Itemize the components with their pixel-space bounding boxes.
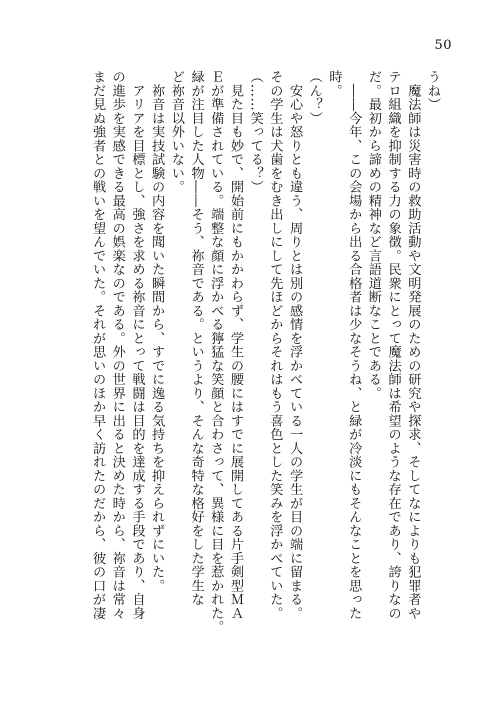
text-line: その学生は犬歯をむき出しにして先ほどからそれはもう喜色とした笑みを浮かべていた。 [267,70,283,620]
text-line: 魔法師は災害時の救助活動や文明発展のための研究や探求、そしてなによりも犯罪者や [405,70,421,620]
text-line: 見た目も妙で、開始前にもかかわらず、学生の腰にはすでに展開してある片手剣型ＭＡ [227,70,243,620]
text-line: Ｅが準備されている。端整な顔に浮かべる獰猛な笑顔と合わさって、異様に目を惹かれた。 [208,70,224,634]
text-line: うね） [425,70,440,112]
text-line: 安心や怒りとも違う、周りとは別の感情を浮かべている一人の学生が目の端に留まる。 [287,70,303,620]
text-line: （ん？） [306,70,322,125]
text-line: 時。 [326,70,342,98]
text-line: ど祢音以外いない。 [168,70,184,194]
text-line: （……笑ってる？） [247,70,263,194]
text-line: の進歩を実感できる最高の娯楽なのである。外の世界に出ると決めた時から、祢音は常々 [109,70,125,620]
text-line: 祢音は実技試験の内容を聞いた瞬間から、すでに逸る気持ちを抑えられずにいた。 [149,70,165,593]
text-line: だ。最初から諦めの精神など言語道断なことである。 [365,70,381,400]
text-line: ――今年、この会場から出る合格者は少なそうね、と緑が冷淡にもそんなことを思った [346,70,362,620]
novel-text-body [87,70,442,670]
text-line: アリアを目標とし、強さを求める祢音にとって戦闘は目的を達成する手段であり、自身 [129,70,145,620]
text-line: テロ組織を抑制する力の象徴。民衆にとって魔法師は希望のような存在であり、誇りなの [385,70,401,620]
page-number: 50 [434,38,452,53]
text-line: まだ見ぬ強者との戦いを望んでいた。それが思いのほか早く訪れたのだから、彼の口が凄 [90,70,106,620]
text-line: 緑が注目した人物――そう、祢音である。というより、そんな奇特な格好をした学生な [188,70,204,607]
